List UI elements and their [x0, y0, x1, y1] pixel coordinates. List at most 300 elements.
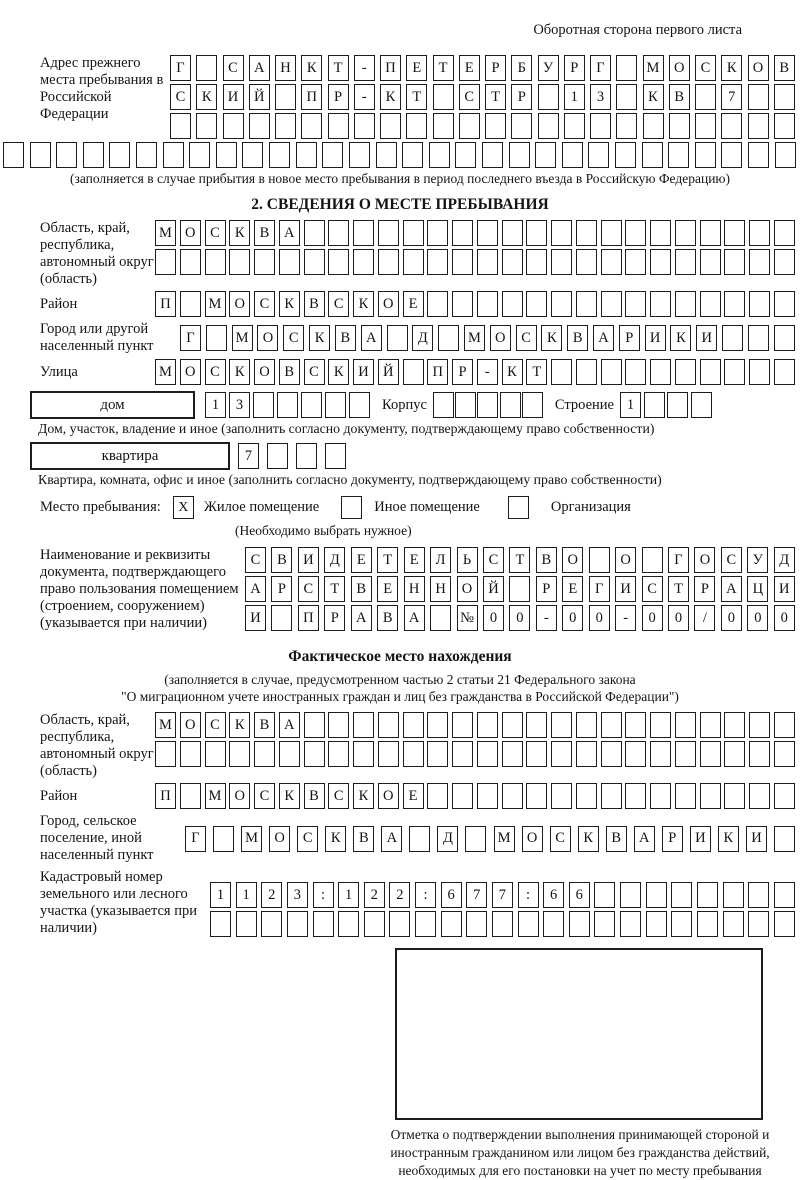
char-cell [452, 220, 473, 246]
char-cell [328, 249, 349, 275]
char-cell: Р [511, 84, 532, 110]
char-cell [477, 741, 498, 767]
char-cell: М [494, 826, 515, 852]
char-cell [205, 741, 226, 767]
char-cell: 1 [564, 84, 585, 110]
char-cell [700, 783, 721, 809]
char-cell [576, 783, 597, 809]
prev-address-block [40, 55, 800, 142]
char-cell [378, 249, 399, 275]
char-cell [551, 249, 572, 275]
char-cell [254, 249, 275, 275]
char-cell [576, 249, 597, 275]
option-other-premises-label: Иное помещение [374, 499, 480, 515]
char-cell: И [353, 359, 374, 385]
char-cell [271, 605, 292, 631]
char-cell: 3 [287, 882, 308, 908]
stroenie-label: Строение [554, 396, 614, 413]
document-grid [245, 547, 795, 634]
char-cell: 6 [543, 882, 564, 908]
char-cell: 2 [389, 882, 410, 908]
char-cell [748, 84, 769, 110]
char-cell: Й [483, 576, 504, 602]
char-cell [502, 741, 523, 767]
document-row-2 [245, 576, 795, 602]
char-cell: Л [430, 547, 451, 573]
char-cell [749, 783, 770, 809]
char-cell [620, 911, 641, 937]
cadastre-grid [210, 869, 795, 940]
page-side-note: Оборотная сторона первого листа [533, 22, 742, 38]
char-cell: В [304, 783, 325, 809]
char-cell: С [205, 712, 226, 738]
prev-address-note: (заполняется в случае прибытия в новое место пребывания в период последнего въезда в Российскую Федерацию) [69, 171, 731, 186]
char-cell: В [254, 220, 275, 246]
char-cell: 1 [205, 392, 226, 418]
char-cell [601, 712, 622, 738]
char-cell: Е [404, 547, 425, 573]
char-cell: М [155, 712, 176, 738]
char-cell [588, 142, 609, 168]
document-row-3 [245, 605, 795, 631]
char-cell [625, 249, 646, 275]
char-cell [695, 113, 716, 139]
checkbox-residential: X [173, 496, 194, 519]
apartment-number-row [238, 443, 346, 469]
char-cell [526, 249, 547, 275]
char-cell [229, 249, 250, 275]
char-cell: А [279, 712, 300, 738]
char-cell: Г [590, 55, 611, 81]
char-cell [477, 249, 498, 275]
cadastre-row-2 [210, 911, 795, 937]
char-cell [695, 142, 716, 168]
char-cell: Д [774, 547, 795, 573]
char-cell: 3 [229, 392, 250, 418]
char-cell: К [279, 783, 300, 809]
char-cell [700, 220, 721, 246]
char-cell: 6 [569, 882, 590, 908]
char-cell [180, 291, 201, 317]
char-cell: С [483, 547, 504, 573]
char-cell: К [721, 55, 742, 81]
char-cell: С [254, 291, 275, 317]
char-cell [562, 142, 583, 168]
char-cell [748, 142, 769, 168]
char-cell [353, 220, 374, 246]
char-cell [236, 911, 257, 937]
korpus-label: Корпус [382, 396, 427, 413]
char-cell: О [562, 547, 583, 573]
char-cell [296, 142, 317, 168]
char-cell [267, 443, 288, 469]
char-cell: К [309, 325, 330, 351]
char-cell: М [205, 783, 226, 809]
char-cell: Р [452, 359, 473, 385]
char-cell [402, 142, 423, 168]
char-cell [671, 882, 692, 908]
char-cell: С [170, 84, 191, 110]
char-cell [564, 113, 585, 139]
char-cell [459, 113, 480, 139]
char-cell [353, 712, 374, 738]
char-cell [509, 142, 530, 168]
char-cell [477, 291, 498, 317]
char-cell [749, 291, 770, 317]
char-cell: П [298, 605, 319, 631]
char-cell: С [205, 220, 226, 246]
char-cell: В [606, 826, 627, 852]
char-cell: Е [403, 783, 424, 809]
cadastre-label: Кадастровый номер земельного или лесного участка (указывается при наличии) [40, 869, 197, 936]
char-cell [551, 712, 572, 738]
char-cell [205, 249, 226, 275]
char-cell [328, 220, 349, 246]
char-cell [452, 249, 473, 275]
char-cell: П [380, 55, 401, 81]
char-cell [427, 741, 448, 767]
char-cell: О [269, 826, 290, 852]
char-cell: Й [378, 359, 399, 385]
char-cell [723, 911, 744, 937]
char-cell [427, 291, 448, 317]
char-cell [163, 142, 184, 168]
char-cell [749, 249, 770, 275]
char-cell: 7 [238, 443, 259, 469]
char-cell: Г [185, 826, 206, 852]
char-cell [485, 113, 506, 139]
char-cell: К [353, 783, 374, 809]
char-cell [601, 249, 622, 275]
char-cell [601, 220, 622, 246]
char-cell [774, 113, 795, 139]
actual-location-note-2: "О миграционном учете иностранных граждан и лиц без гражданства в Российской Федерации") [121, 689, 679, 704]
char-cell [287, 911, 308, 937]
char-cell: : [518, 882, 539, 908]
char-cell: К [229, 220, 250, 246]
char-cell [526, 783, 547, 809]
char-cell: А [381, 826, 402, 852]
char-cell [650, 220, 671, 246]
house-block [30, 391, 800, 419]
char-cell: 1 [236, 882, 257, 908]
char-cell [526, 291, 547, 317]
char-cell [774, 249, 795, 275]
char-cell: О [180, 712, 201, 738]
section2-title: 2. СВЕДЕНИЯ О МЕСТЕ ПРЕБЫВАНИЯ [251, 196, 549, 213]
char-cell: П [427, 359, 448, 385]
char-cell [433, 84, 454, 110]
house-box-label: дом [30, 391, 195, 419]
char-cell: К [353, 291, 374, 317]
char-cell [364, 911, 385, 937]
char-cell: К [279, 291, 300, 317]
char-cell: М [205, 291, 226, 317]
char-cell: О [378, 291, 399, 317]
char-cell: Е [403, 291, 424, 317]
char-cell [275, 113, 296, 139]
char-cell [601, 359, 622, 385]
char-cell [774, 84, 795, 110]
char-cell: К [196, 84, 217, 110]
char-cell [180, 741, 201, 767]
char-cell [403, 249, 424, 275]
char-cell [774, 911, 795, 937]
char-cell [196, 55, 217, 81]
char-cell: С [245, 547, 266, 573]
char-cell [136, 142, 157, 168]
char-cell: 7 [721, 84, 742, 110]
char-cell [477, 392, 498, 418]
char-cell: К [229, 359, 250, 385]
checkbox-organization [508, 496, 529, 519]
char-cell: С [721, 547, 742, 573]
char-cell [427, 249, 448, 275]
char-cell [210, 911, 231, 937]
char-cell [646, 911, 667, 937]
city-block [40, 321, 800, 355]
char-cell: В [669, 84, 690, 110]
char-cell [538, 84, 559, 110]
char-cell [650, 359, 671, 385]
prev-address-label: Адрес прежнего места пребывания в Российской Федерации [40, 55, 164, 122]
char-cell: 0 [483, 605, 504, 631]
char-cell [551, 291, 572, 317]
actual-district-row [155, 783, 795, 809]
char-cell [378, 741, 399, 767]
char-cell [387, 325, 408, 351]
char-cell [774, 783, 795, 809]
char-cell: Е [562, 576, 583, 602]
char-cell [616, 84, 637, 110]
char-cell: 6 [441, 882, 462, 908]
char-cell [155, 249, 176, 275]
char-cell: Р [694, 576, 715, 602]
char-cell: Т [328, 55, 349, 81]
char-cell: В [536, 547, 557, 573]
char-cell [724, 249, 745, 275]
char-cell: Р [271, 576, 292, 602]
char-cell: М [232, 325, 253, 351]
char-cell [304, 249, 325, 275]
char-cell [650, 783, 671, 809]
actual-region-label: Область, край, республика, автономный округ (область) [40, 712, 154, 779]
char-cell: Е [377, 576, 398, 602]
prev-address-grid [170, 55, 795, 142]
char-cell [625, 291, 646, 317]
char-cell: Е [406, 55, 427, 81]
char-cell [675, 783, 696, 809]
char-cell [465, 826, 486, 852]
actual-region-row-1 [155, 712, 795, 738]
char-cell [642, 142, 663, 168]
actual-region-row-2 [155, 741, 795, 767]
char-cell [30, 142, 51, 168]
char-cell: Н [404, 576, 425, 602]
cadastre-row-1 [210, 882, 795, 908]
char-cell: К [718, 826, 739, 852]
char-cell [749, 359, 770, 385]
char-cell: А [721, 576, 742, 602]
char-cell [774, 325, 795, 351]
char-cell [216, 142, 237, 168]
char-cell: К [380, 84, 401, 110]
char-cell [229, 741, 250, 767]
char-cell: В [304, 291, 325, 317]
char-cell [576, 291, 597, 317]
char-cell [466, 911, 487, 937]
char-cell: К [541, 325, 562, 351]
char-cell: О [254, 359, 275, 385]
char-cell [170, 113, 191, 139]
char-cell [279, 741, 300, 767]
char-cell: А [634, 826, 655, 852]
char-cell [452, 783, 473, 809]
char-cell: С [297, 826, 318, 852]
char-cell [774, 359, 795, 385]
actual-district-block [40, 783, 800, 809]
char-cell [526, 220, 547, 246]
char-cell: В [279, 359, 300, 385]
char-cell [206, 325, 227, 351]
char-cell [452, 712, 473, 738]
char-cell: О [615, 547, 636, 573]
street-block [40, 359, 800, 385]
char-cell: С [550, 826, 571, 852]
char-cell [296, 443, 317, 469]
char-cell: А [249, 55, 270, 81]
char-cell: А [351, 605, 372, 631]
char-cell: М [241, 826, 262, 852]
char-cell: Е [351, 547, 372, 573]
char-cell [477, 712, 498, 738]
char-cell [615, 142, 636, 168]
char-cell [643, 113, 664, 139]
char-cell [452, 741, 473, 767]
char-cell [590, 113, 611, 139]
char-cell: Р [662, 826, 683, 852]
char-cell [155, 741, 176, 767]
char-cell [749, 712, 770, 738]
char-cell: С [304, 359, 325, 385]
char-cell [774, 826, 795, 852]
char-cell: О [669, 55, 690, 81]
char-cell: О [694, 547, 715, 573]
char-cell [594, 911, 615, 937]
char-cell: Е [459, 55, 480, 81]
actual-city-block [40, 813, 800, 864]
char-cell [625, 359, 646, 385]
char-cell [406, 113, 427, 139]
char-cell [455, 392, 476, 418]
char-cell [242, 142, 263, 168]
district-label: Район [40, 295, 78, 312]
char-cell: В [377, 605, 398, 631]
char-cell: Т [485, 84, 506, 110]
region-grid [155, 220, 795, 278]
char-cell [675, 741, 696, 767]
char-cell: А [361, 325, 382, 351]
char-cell [433, 392, 454, 418]
apartment-caption: Квартира, комната, офис и иное (заполнить согласно документу, подтверждающему право собственности) [38, 472, 662, 487]
prev-address-row-3 [170, 113, 795, 139]
char-cell [518, 911, 539, 937]
char-cell [56, 142, 77, 168]
char-cell: М [155, 220, 176, 246]
char-cell [616, 113, 637, 139]
char-cell [253, 392, 274, 418]
char-cell [354, 113, 375, 139]
char-cell: О [229, 291, 250, 317]
char-cell [349, 142, 370, 168]
char-cell [616, 55, 637, 81]
char-cell [620, 882, 641, 908]
char-cell: К [670, 325, 691, 351]
char-cell [325, 392, 346, 418]
char-cell: Ц [747, 576, 768, 602]
char-cell: У [538, 55, 559, 81]
city-row [180, 325, 795, 351]
char-cell: Д [412, 325, 433, 351]
document-row-1 [245, 547, 795, 573]
char-cell [700, 712, 721, 738]
char-cell [502, 220, 523, 246]
char-cell [724, 359, 745, 385]
char-cell [700, 291, 721, 317]
char-cell [180, 249, 201, 275]
checkbox-other-premises [341, 496, 362, 519]
char-cell: М [155, 359, 176, 385]
char-cell [189, 142, 210, 168]
stamp-box [395, 948, 763, 1120]
char-cell [328, 741, 349, 767]
char-cell: О [490, 325, 511, 351]
char-cell [724, 291, 745, 317]
char-cell [502, 291, 523, 317]
char-cell: Т [526, 359, 547, 385]
char-cell [569, 911, 590, 937]
char-cell: Д [324, 547, 345, 573]
actual-region-block [40, 712, 800, 780]
char-cell: Н [430, 576, 451, 602]
char-cell [415, 911, 436, 937]
district-row [155, 291, 795, 317]
char-cell [646, 882, 667, 908]
region-row-1 [155, 220, 795, 246]
char-cell: - [354, 55, 375, 81]
char-cell [223, 113, 244, 139]
char-cell [775, 142, 796, 168]
char-cell: О [229, 783, 250, 809]
char-cell: : [313, 882, 334, 908]
char-cell [748, 882, 769, 908]
char-cell: Г [668, 547, 689, 573]
char-cell: К [502, 359, 523, 385]
char-cell [301, 392, 322, 418]
char-cell: 0 [747, 605, 768, 631]
char-cell [724, 220, 745, 246]
region-block [40, 220, 800, 288]
char-cell [551, 220, 572, 246]
char-cell: Т [509, 547, 530, 573]
char-cell: О [180, 220, 201, 246]
char-cell: 2 [364, 882, 385, 908]
char-cell: В [335, 325, 356, 351]
char-cell [601, 291, 622, 317]
char-cell [601, 783, 622, 809]
char-cell: А [593, 325, 614, 351]
char-cell: К [328, 359, 349, 385]
